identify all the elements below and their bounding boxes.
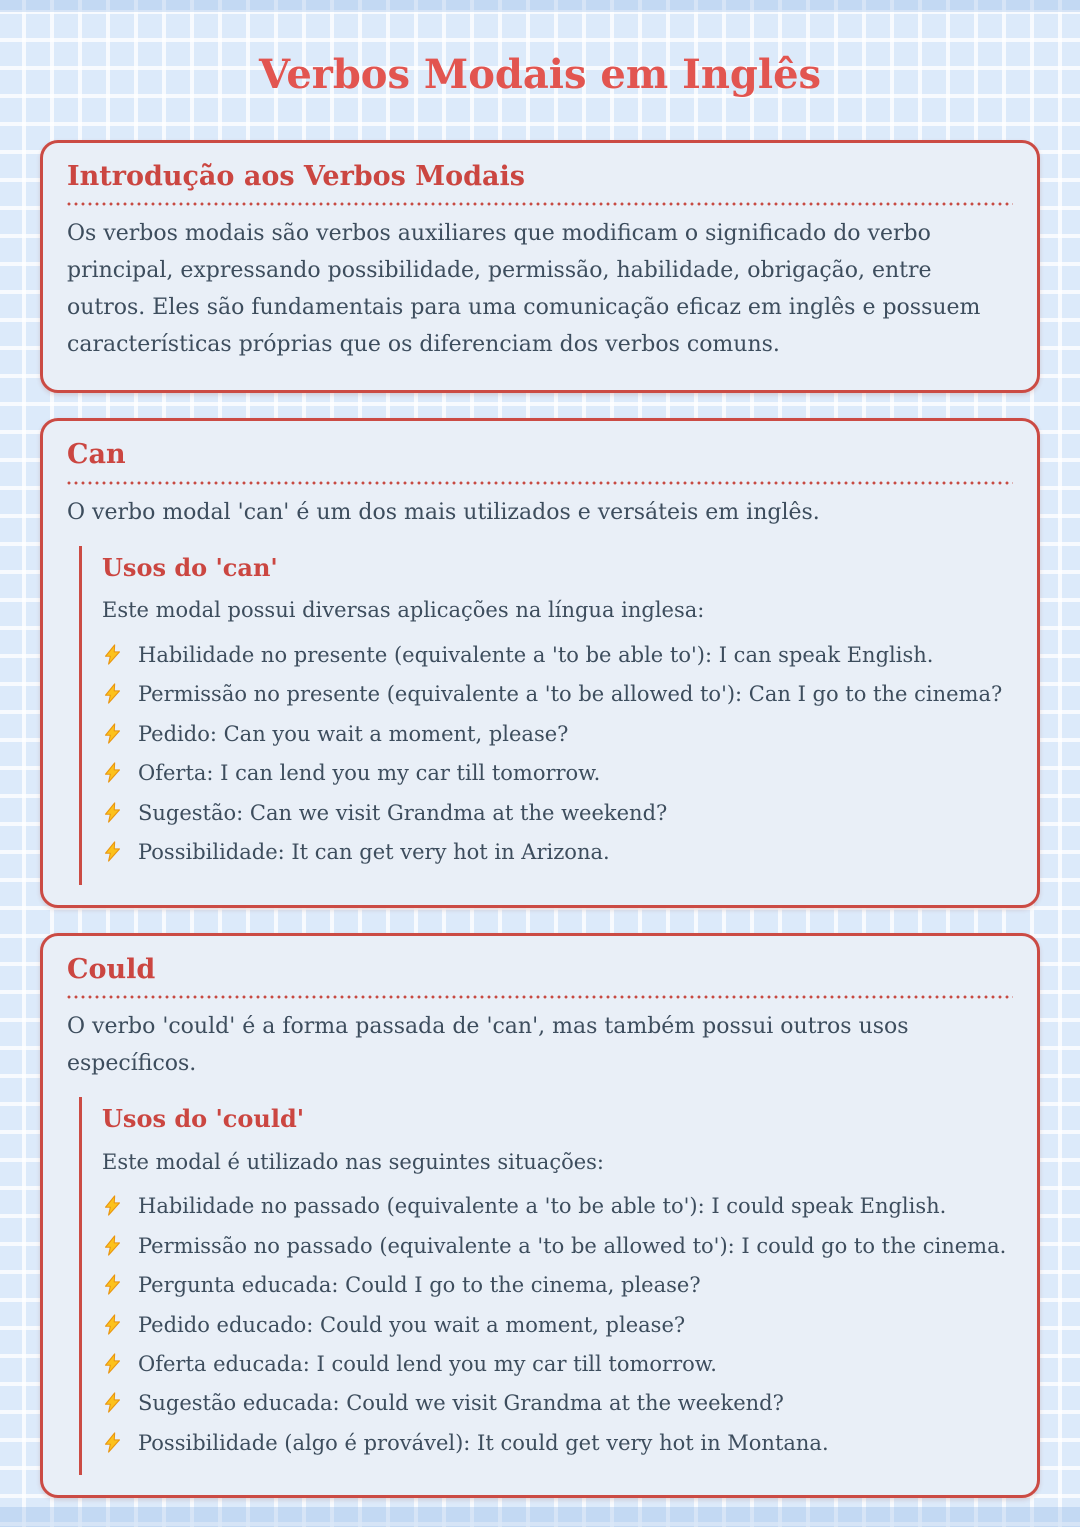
subsection-intro: Este modal possui diversas aplicações na língua inglesa: xyxy=(102,598,705,623)
usage-text: Sugestão: Can we visit Grandma at the weekend? xyxy=(138,800,668,825)
card-can xyxy=(40,418,1040,907)
usage-item xyxy=(102,1428,1013,1461)
subsection-heading: Usos do 'can' xyxy=(102,552,278,582)
usage-item xyxy=(102,1310,1013,1343)
lightning-icon xyxy=(102,801,123,831)
usage-text: Oferta: I can lend you my car till tomorrow. xyxy=(138,761,601,786)
section-heading: Introdução aos Verbos Modais xyxy=(67,161,526,192)
usage-text: Pergunta educada: Could I go to the cinema, please? xyxy=(138,1273,701,1298)
usage-text: Pedido educado: Could you wait a moment, please? xyxy=(138,1312,686,1337)
usage-text: Sugestão educada: Could we visit Grandma at the weekend? xyxy=(138,1391,784,1416)
usage-item xyxy=(102,1191,1013,1224)
lightning-icon xyxy=(102,682,123,712)
usage-item xyxy=(102,1349,1013,1382)
usage-text: Permissão no presente (equivalente a 'to be allowed to'): Can I go to the cinema? xyxy=(138,682,1003,707)
usage-list-can xyxy=(102,640,1013,871)
section-intro: O verbo 'could' é a forma passada de 'can', mas também possui outros usos específicos. xyxy=(67,1013,909,1076)
page-title: Verbos Modais em Inglês xyxy=(258,51,822,98)
usage-item xyxy=(102,679,1013,712)
lightning-icon xyxy=(102,1273,123,1303)
page-edge-shade-bottom xyxy=(0,1507,1080,1527)
card-could xyxy=(40,933,1040,1499)
section-paragraph: Os verbos modais são verbos auxiliares que modificam o significado do verbo principal, expressando possibilidade, permissão, habilidade, obrigação, entre outros. Eles são fundamentais para uma comunicação eficaz em inglês e possuem características próprias que os diferenciam dos verbos comuns. xyxy=(67,221,981,358)
dotted-divider xyxy=(67,481,1013,485)
lightning-icon xyxy=(102,1431,123,1461)
subsection-usos-do-could xyxy=(79,1097,1013,1475)
usage-text: Possibilidade: It can get very hot in Arizona. xyxy=(138,840,610,865)
usage-item xyxy=(102,640,1013,673)
lightning-icon xyxy=(102,1194,123,1224)
dotted-divider xyxy=(67,202,1013,206)
usage-item xyxy=(102,837,1013,870)
subsection-usos-do-can xyxy=(79,546,1013,885)
usage-item xyxy=(102,719,1013,752)
lightning-icon xyxy=(102,643,123,673)
usage-text: Possibilidade (algo é provável): It could get very hot in Montana. xyxy=(138,1430,829,1455)
lightning-icon xyxy=(102,761,123,791)
lightning-icon xyxy=(102,840,123,870)
card-introducao-verbos-modais xyxy=(40,140,1040,393)
usage-item xyxy=(102,1231,1013,1264)
usage-item xyxy=(102,798,1013,831)
lightning-icon xyxy=(102,1352,123,1382)
subsection-heading: Usos do 'could' xyxy=(102,1103,305,1133)
usage-text: Habilidade no presente (equivalente a 'to be able to'): I can speak English. xyxy=(138,642,934,667)
lightning-icon xyxy=(102,1391,123,1421)
usage-item xyxy=(102,1388,1013,1421)
usage-item xyxy=(102,758,1013,791)
lightning-icon xyxy=(102,1313,123,1343)
section-intro: O verbo modal 'can' é um dos mais utilizados e versáteis em inglês. xyxy=(67,499,820,525)
lightning-icon xyxy=(102,1234,123,1264)
usage-text: Pedido: Can you wait a moment, please? xyxy=(138,721,569,746)
section-heading: Could xyxy=(67,953,156,985)
usage-text: Habilidade no passado (equivalente a 'to be able to'): I could speak English. xyxy=(138,1194,947,1219)
section-heading: Can xyxy=(67,439,126,471)
lightning-icon xyxy=(102,722,123,752)
usage-list-could xyxy=(102,1191,1013,1461)
dotted-divider xyxy=(67,995,1013,999)
usage-text: Permissão no passado (equivalente a 'to be allowed to'): I could go to the cinema. xyxy=(138,1233,1007,1258)
subsection-intro: Este modal é utilizado nas seguintes situações: xyxy=(102,1149,605,1174)
usage-item xyxy=(102,1270,1013,1303)
usage-text: Oferta educada: I could lend you my car till tomorrow. xyxy=(138,1352,717,1376)
